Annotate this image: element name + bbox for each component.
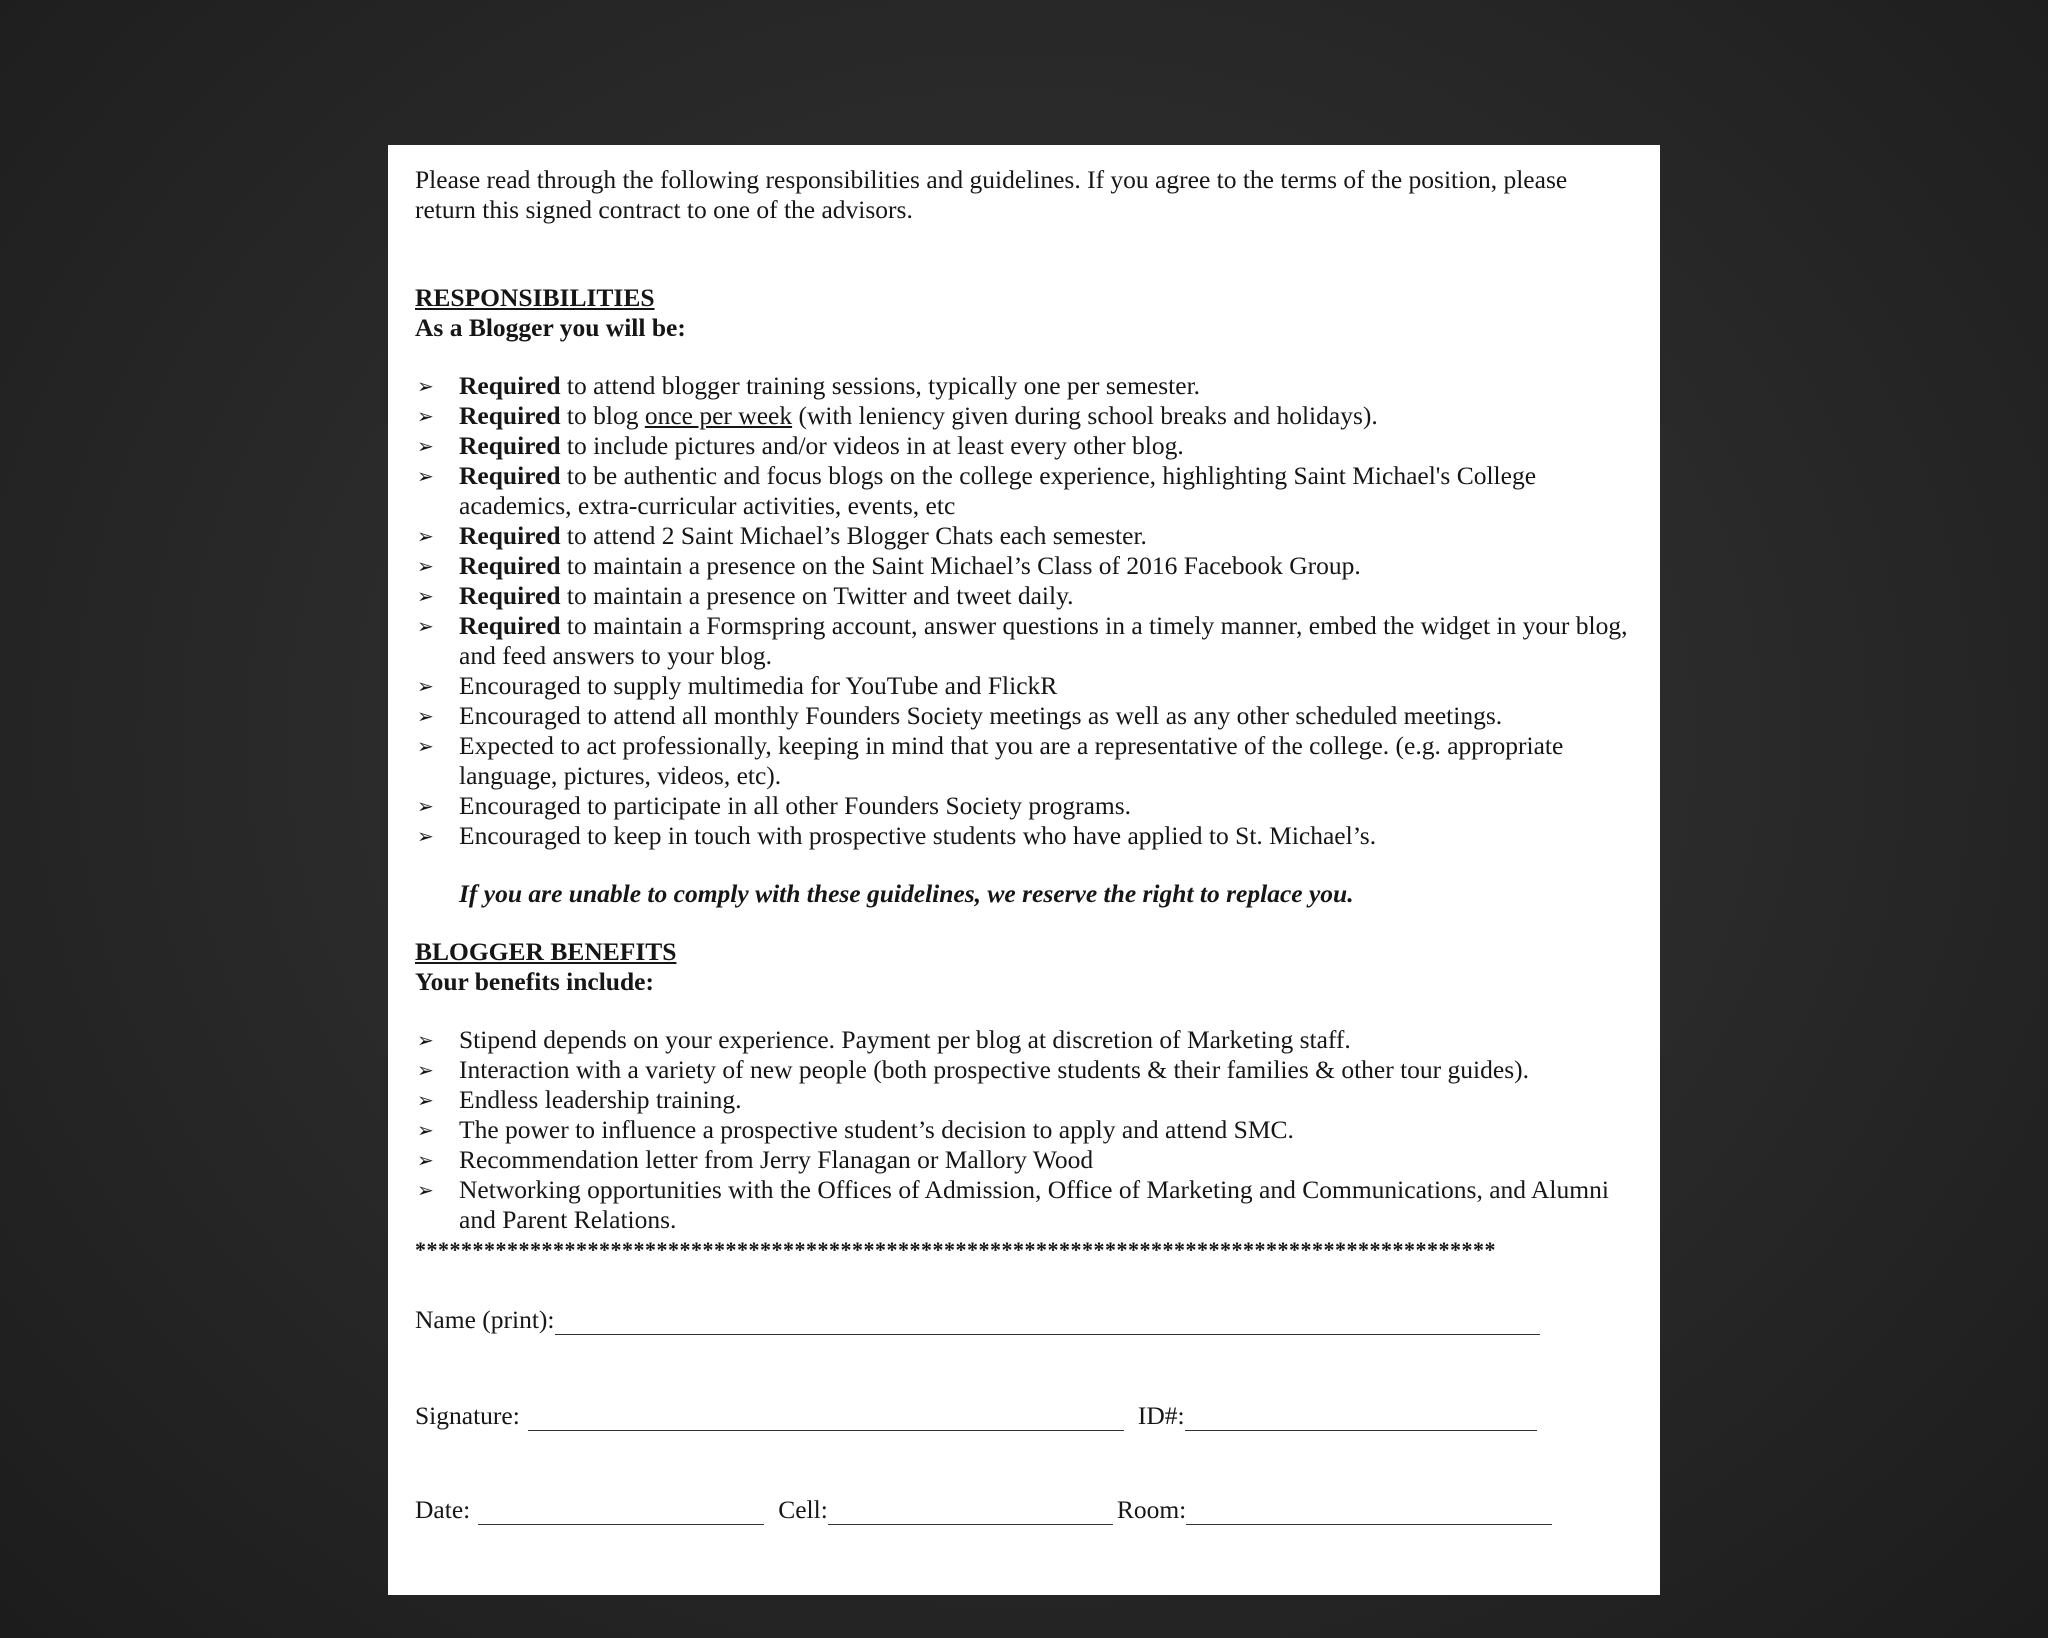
list-item: ➢ The power to influence a prospective student’s decision to apply and attend SMC. [417,1115,1294,1144]
arrow-bullet-icon: ➢ [417,614,434,638]
list-item: ➢ Expected to act professionally, keeping in mind that you are a representative of the college. (e.g. appropriate language, pictures, videos, etc). [417,731,1564,790]
id-label: ID#: [1137,1401,1185,1430]
signature-input-line[interactable] [528,1406,1124,1431]
arrow-bullet-icon: ➢ [417,1178,434,1202]
date-input-line[interactable] [478,1500,764,1525]
intro-paragraph: Please read through the following responsibilities and guidelines. If you agree to the terms of the position, please return this signed contract to one of the advisors. [415,165,1568,224]
arrow-bullet-icon: ➢ [417,1058,434,1082]
arrow-bullet-icon: ➢ [417,734,434,758]
list-item: ➢ Required to maintain a presence on the Saint Michael’s Class of 2016 Facebook Group. [417,551,1361,580]
arrow-bullet-icon: ➢ [417,404,434,428]
arrow-bullet-icon: ➢ [417,1118,434,1142]
list-item: ➢ Required to include pictures and/or videos in at least every other blog. [417,431,1184,460]
benefits-subtitle: Your benefits include: [415,967,654,996]
arrow-bullet-icon: ➢ [417,1088,434,1112]
responsibilities-section [415,283,1634,909]
separator-line: ********************************************************************************************** [415,1237,1496,1262]
name-field-row [415,1305,1634,1335]
list-item: ➢ Required to be authentic and focus blogs on the college experience, highlighting Saint Michael's College academics, extra-curricular activities, events, etc [417,461,1537,520]
room-input-line[interactable] [1186,1500,1552,1525]
arrow-bullet-icon: ➢ [417,464,434,488]
list-item: ➢ Encouraged to participate in all other Founders Society programs. [417,791,1132,820]
list-item: ➢ Networking opportunities with the Offices of Admission, Office of Marketing and Communications, and Alumni and Parent Relations. [417,1175,1609,1234]
date-label: Date: [415,1495,471,1524]
list-item: ➢ Encouraged to supply multimedia for YouTube and FlickR [417,671,1058,700]
arrow-bullet-icon: ➢ [417,674,434,698]
arrow-bullet-icon: ➢ [417,374,434,398]
list-item: ➢ Required to blog once per week (with leniency given during school breaks and holidays). [417,401,1378,430]
arrow-bullet-icon: ➢ [417,1028,434,1052]
list-item: ➢ Required to attend 2 Saint Michael’s Blogger Chats each semester. [417,521,1147,550]
list-item: ➢ Recommendation letter from Jerry Flanagan or Mallory Wood [417,1145,1094,1174]
list-item: ➢ Stipend depends on your experience. Payment per blog at discretion of Marketing staff. [417,1025,1351,1054]
signature-label: Signature: [415,1401,520,1430]
list-item: ➢ Endless leadership training. [417,1085,742,1114]
list-item: ➢ Encouraged to keep in touch with prospective students who have applied to St. Michael’s. [417,821,1377,850]
responsibilities-subtitle: As a Blogger you will be: [415,313,686,342]
arrow-bullet-icon: ➢ [417,524,434,548]
id-input-line[interactable] [1185,1406,1537,1431]
arrow-bullet-icon: ➢ [417,1148,434,1172]
contact-field-row [415,1495,1634,1525]
room-label: Room: [1116,1495,1187,1524]
name-input-line[interactable] [555,1310,1540,1335]
benefits-list [415,1025,1634,1235]
list-item: ➢ Encouraged to attend all monthly Founders Society meetings as well as any other scheduled meetings. [417,701,1503,730]
warning-note: If you are unable to comply with these guidelines, we reserve the right to replace you. [459,879,1354,908]
list-item: ➢ Required to maintain a presence on Twitter and tweet daily. [417,581,1074,610]
cell-input-line[interactable] [828,1500,1113,1525]
name-label: Name (print): [415,1305,555,1334]
list-item: ➢ Interaction with a variety of new people (both prospective students & their families & other tour guides). [417,1055,1529,1084]
arrow-bullet-icon: ➢ [417,704,434,728]
benefits-title: BLOGGER BENEFITS [415,937,677,966]
arrow-bullet-icon: ➢ [417,584,434,608]
arrow-bullet-icon: ➢ [417,794,434,818]
arrow-bullet-icon: ➢ [417,554,434,578]
responsibilities-list [415,371,1634,851]
cell-label: Cell: [778,1495,828,1524]
benefits-section [415,937,1634,1235]
responsibilities-title: RESPONSIBILITIES [415,283,655,312]
list-item: ➢ Required to attend blogger training sessions, typically one per semester. [417,371,1201,400]
list-item: ➢ Required to maintain a Formspring account, answer questions in a timely manner, embed the widget in your blog, and feed answers to your blog. [417,611,1628,670]
signature-field-row [415,1401,1634,1431]
arrow-bullet-icon: ➢ [417,434,434,458]
arrow-bullet-icon: ➢ [417,824,434,848]
contract-document [388,145,1660,1595]
